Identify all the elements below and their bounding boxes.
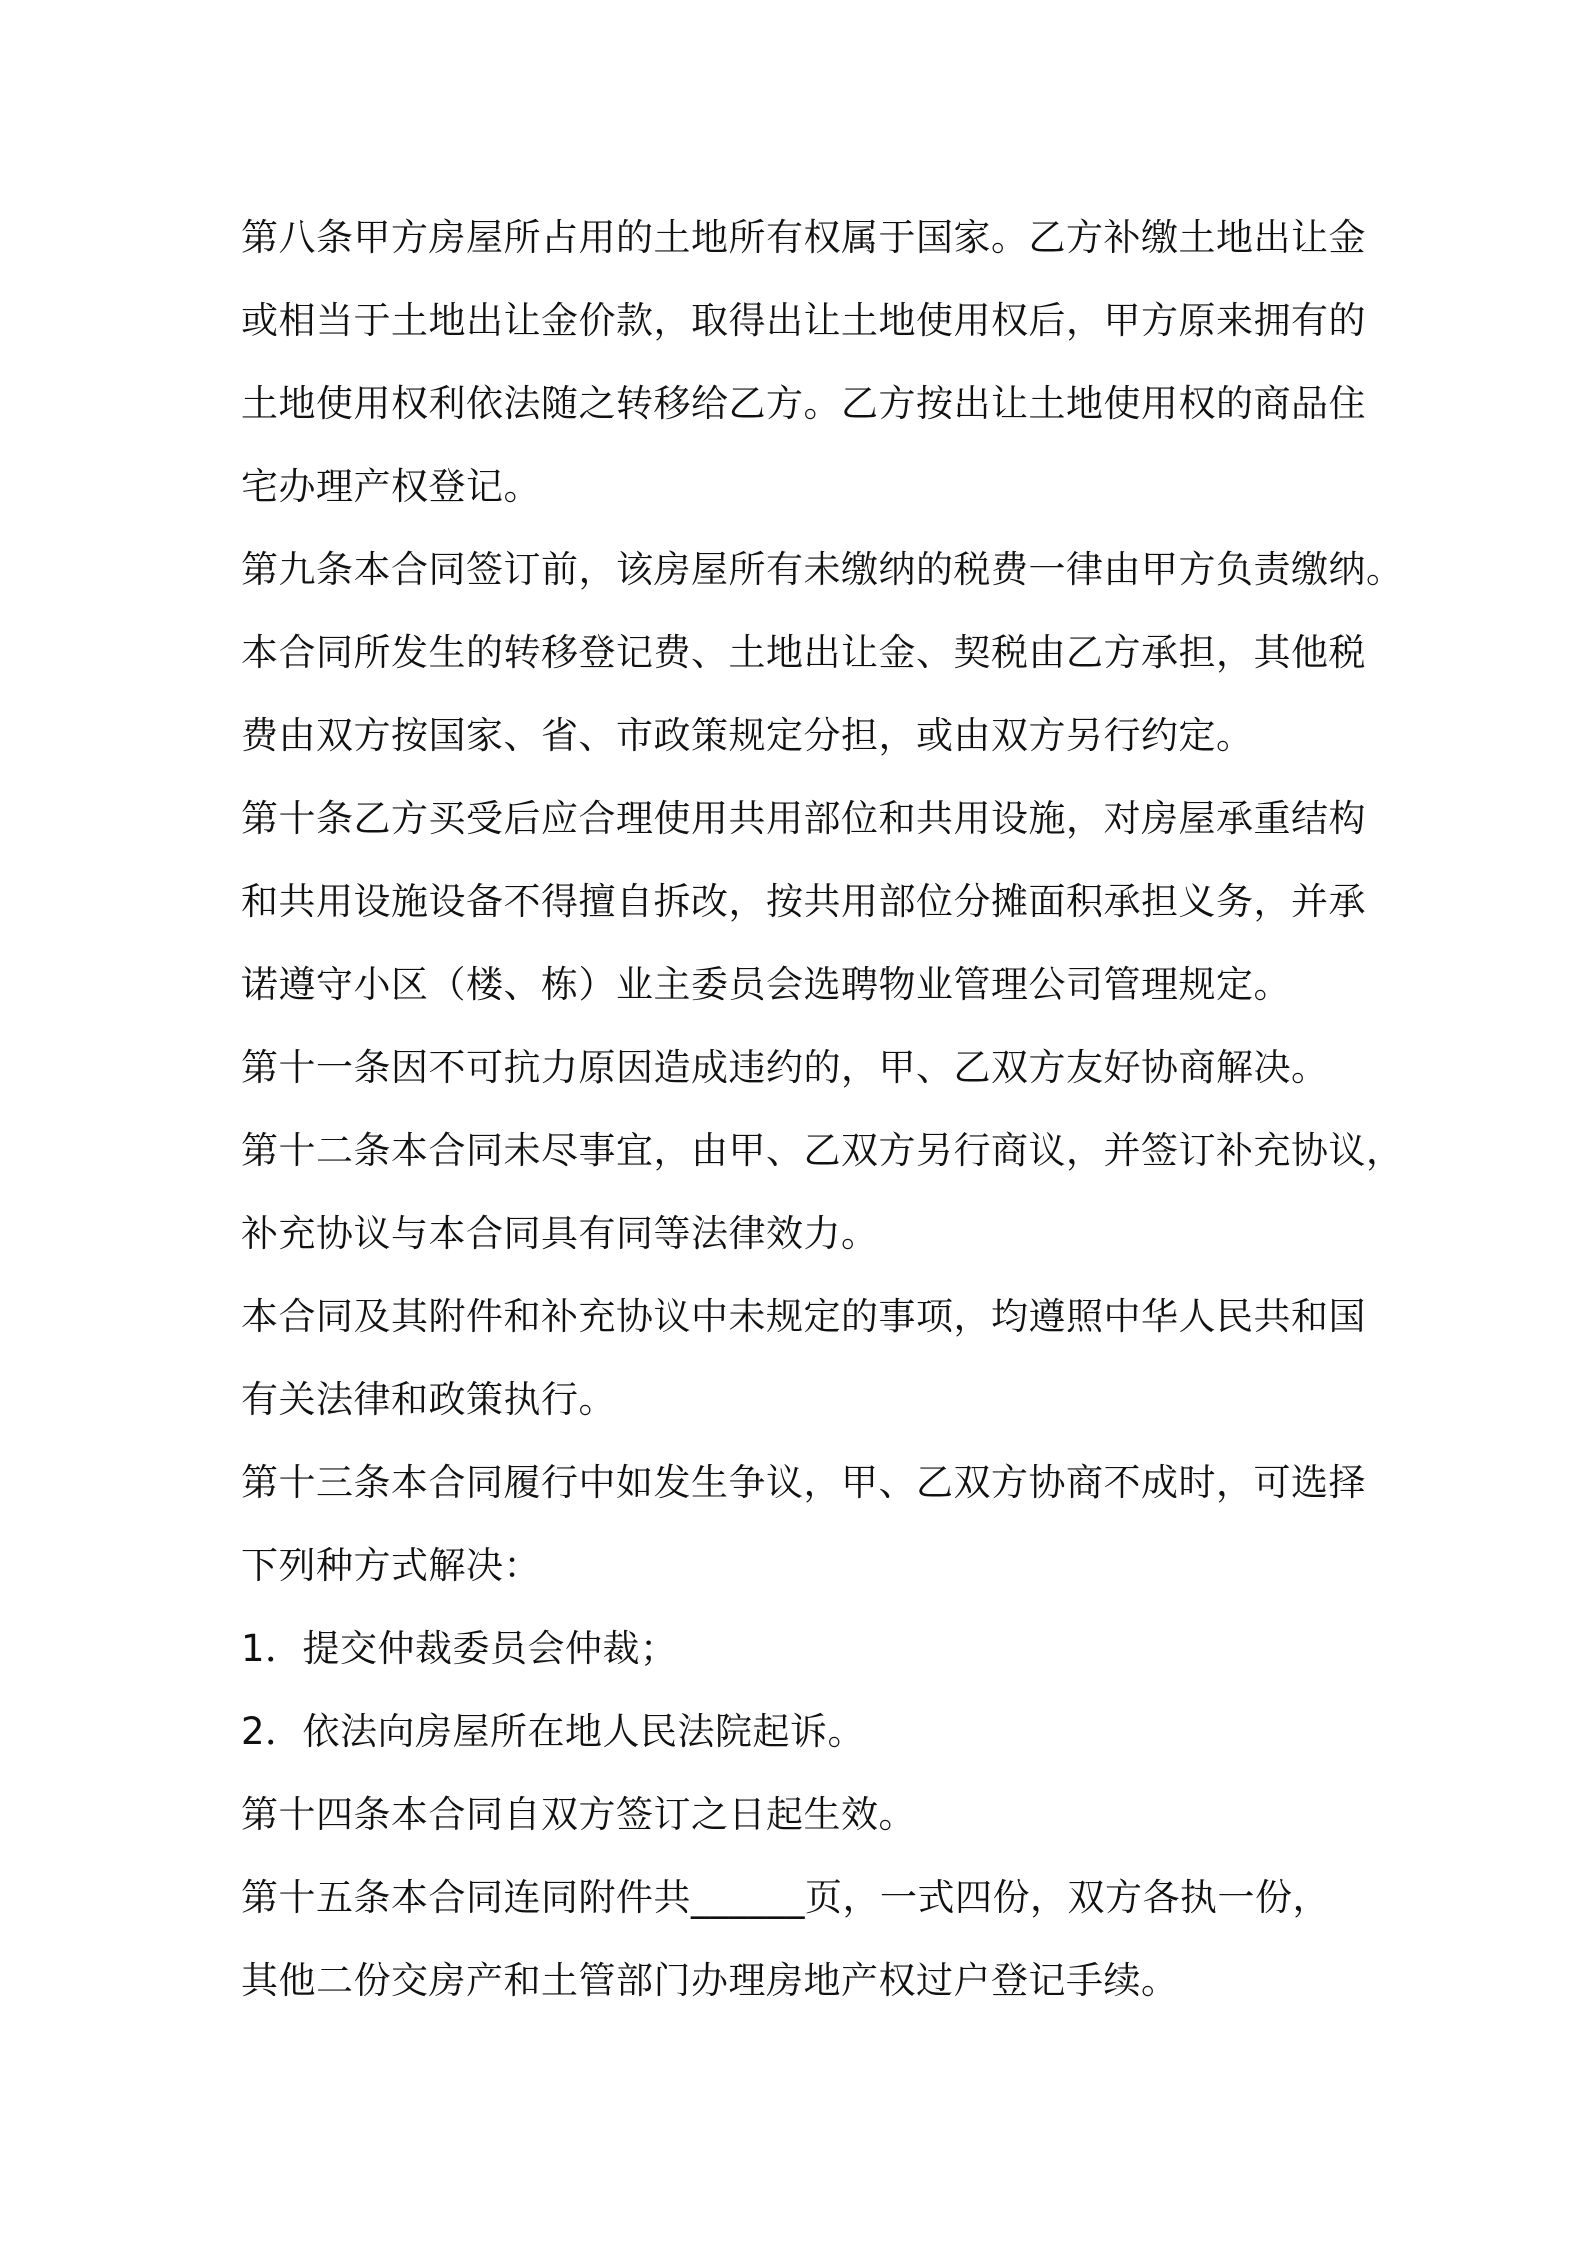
text-line: 土地使用权利依法随之转移给乙方。乙方按出让土地使用权的商品住 — [241, 382, 1366, 425]
text-line: 宅办理产权登记。 — [241, 465, 541, 508]
text-line: 有关法律和政策执行。 — [241, 1378, 616, 1421]
text-line: 本合同所发生的转移登记费、土地出让金、契税由乙方承担，其他税 — [241, 631, 1366, 674]
text-line: 或相当于土地出让金价款，取得出让土地使用权后，甲方原来拥有的 — [241, 299, 1366, 342]
text-line: 和共用设施设备不得擅自拆改，按共用部位分摊面积承担义务，并承 — [241, 880, 1366, 923]
contract-text — [241, 196, 1404, 2022]
text-line: 第十二条本合同未尽事宜，由甲、乙双方另行商议，并签订补充协议， — [241, 1129, 1404, 1172]
text-line: 下列种方式解决： — [241, 1544, 541, 1587]
text-line: 第十四条本合同自双方签订之日起生效。 — [241, 1793, 916, 1836]
text-line: 1．提交仲裁委员会仲裁； — [241, 1627, 678, 1670]
text-line: 第十五条本合同连同附件共______页，一式四份，双方各执一份， — [241, 1876, 1330, 1919]
text-line: 费由双方按国家、省、市政策规定分担，或由双方另行约定。 — [241, 714, 1254, 757]
text-line: 其他二份交房产和土管部门办理房地产权过户登记手续。 — [241, 1959, 1179, 2002]
text-line: 第十条乙方买受后应合理使用共用部位和共用设施，对房屋承重结构 — [241, 797, 1366, 840]
text-line: 第九条本合同签订前，该房屋所有未缴纳的税费一律由甲方负责缴纳。 — [241, 548, 1404, 591]
text-line: 2．依法向房屋所在地人民法院起诉。 — [241, 1710, 866, 1753]
text-line: 第十一条因不可抗力原因造成违约的，甲、乙双方友好协商解决。 — [241, 1046, 1329, 1089]
text-line: 第八条甲方房屋所占用的土地所有权属于国家。乙方补缴土地出让金 — [241, 216, 1366, 259]
text-line: 本合同及其附件和补充协议中未规定的事项，均遵照中华人民共和国 — [241, 1295, 1366, 1338]
text-line: 补充协议与本合同具有同等法律效力。 — [241, 1212, 879, 1255]
text-line: 诺遵守小区（楼、栋）业主委员会选聘物业管理公司管理规定。 — [241, 963, 1291, 1006]
text-line: 第十三条本合同履行中如发生争议，甲、乙双方协商不成时，可选择 — [241, 1461, 1366, 1504]
